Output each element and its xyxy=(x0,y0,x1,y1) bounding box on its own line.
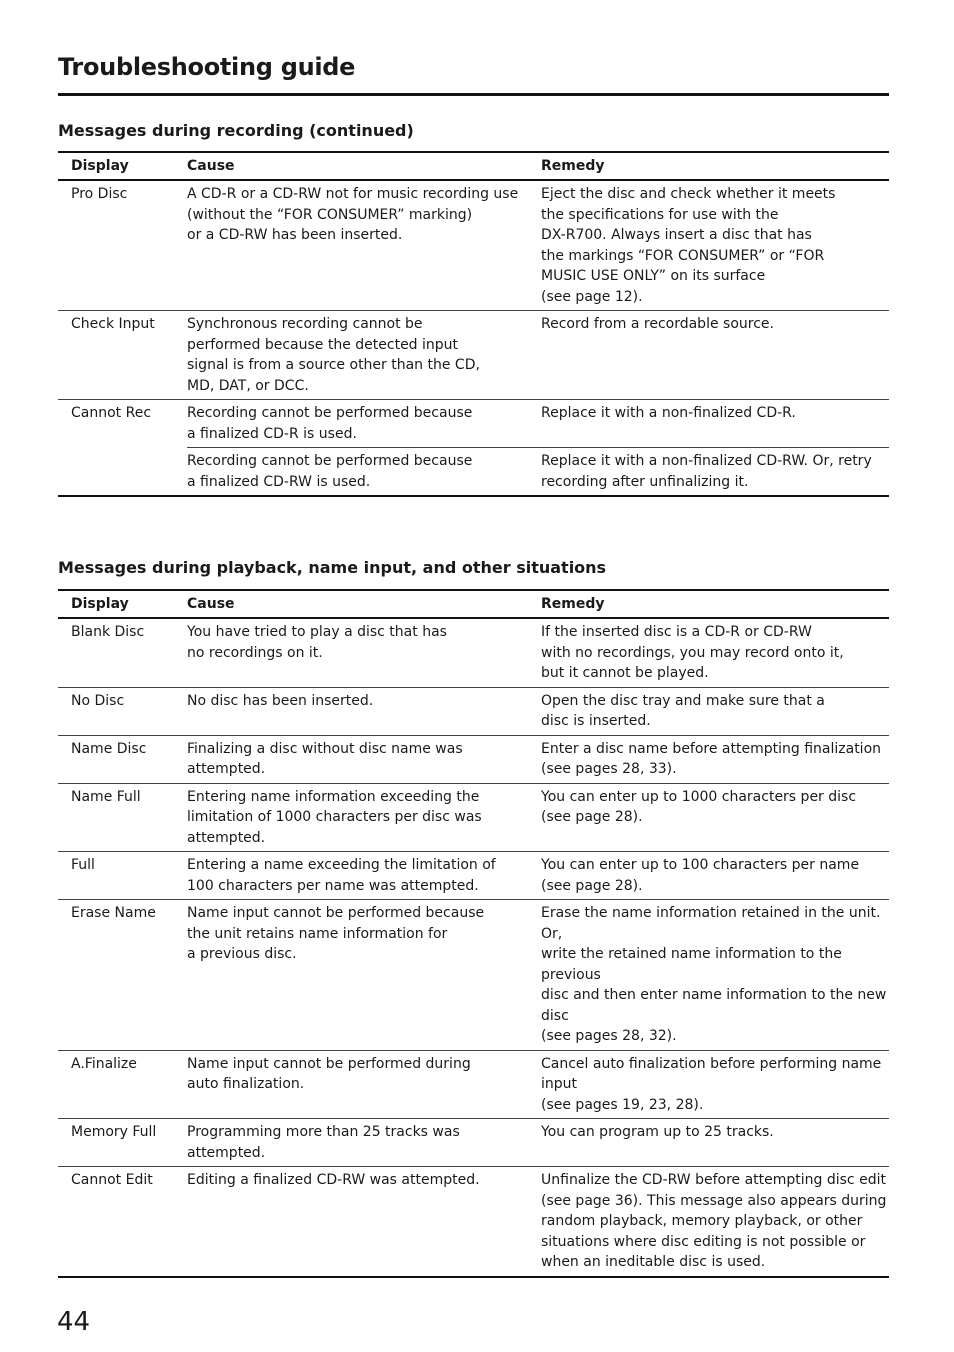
table-subrow xyxy=(187,400,889,447)
table-row xyxy=(58,1119,889,1167)
cause-cell: Recording cannot be performed because a finalized CD-RW is used. xyxy=(187,453,473,490)
table-subrow xyxy=(187,447,889,495)
display-cell: Cannot Rec xyxy=(71,405,152,421)
display-cell: Memory Full xyxy=(71,1124,157,1140)
cause-cell: A CD-R or a CD-RW not for music recording use (without the “FOR CONSUMER” marking) or a CD-RW has been inserted. xyxy=(187,186,519,243)
header-display: Display xyxy=(71,158,129,174)
header-display: Display xyxy=(71,596,129,612)
remedy-cell: Unfinalize the CD-RW before attempting disc edit (see page 36). This message also appears during random playback, memory playback, or other situations where disc editing is not possible or when an ineditable disc is used. xyxy=(541,1172,887,1270)
table-row xyxy=(58,1051,889,1120)
header-remedy: Remedy xyxy=(541,596,605,612)
cause-cell: Name input cannot be performed during auto finalization. xyxy=(187,1055,471,1092)
display-cell: A.Finalize xyxy=(71,1055,137,1072)
table-row xyxy=(58,688,889,736)
table-row-group xyxy=(58,400,889,495)
cause-cell: Recording cannot be performed because a finalized CD-R is used. xyxy=(187,405,473,442)
remedy-cell: Cancel auto finalization before performing name input (see pages 19, 23, 28). xyxy=(541,1055,882,1113)
recording-messages-table xyxy=(58,151,889,497)
remedy-cell: You can enter up to 100 characters per name (see page 28). xyxy=(541,857,860,894)
remedy-cell: You can program up to 25 tracks. xyxy=(541,1124,774,1140)
recording-section-heading: Messages during recording (continued) xyxy=(58,121,414,140)
remedy-cell: Replace it with a non-finalized CD-R. xyxy=(541,405,796,421)
playback-section-heading: Messages during playback, name input, and other situations xyxy=(58,558,607,577)
display-cell: Pro Disc xyxy=(71,186,128,202)
page-title: Troubleshooting guide xyxy=(58,53,356,81)
page-number: 44 xyxy=(57,1307,91,1337)
table-row xyxy=(58,311,889,400)
cause-cell: Name input cannot be performed because the unit retains name information for a previous disc. xyxy=(187,905,485,962)
remedy-cell: Record from a recordable source. xyxy=(541,316,774,332)
display-cell: Full xyxy=(71,857,95,873)
playback-messages-table xyxy=(58,589,889,1278)
remedy-cell: Open the disc tray and make sure that a disc is inserted. xyxy=(541,692,825,729)
remedy-cell: Erase the name information retained in the unit. Or, write the retained name information to the previous disc and then enter name information to the new disc (see pages 28, 32). xyxy=(541,905,887,1044)
cause-cell: Synchronous recording cannot be performed because the detected input signal is from a source other than the CD, MD, DAT, or DCC. xyxy=(187,316,480,394)
header-cause: Cause xyxy=(187,158,235,174)
display-cell: Name Full xyxy=(71,788,141,805)
header-remedy: Remedy xyxy=(541,158,605,174)
title-divider xyxy=(58,93,889,96)
table-row xyxy=(58,619,889,688)
display-cell: Blank Disc xyxy=(71,624,145,640)
table-row xyxy=(58,736,889,784)
cause-cell: Entering a name exceeding the limitation of 100 characters per name was attempted. xyxy=(187,857,496,894)
display-cell: Cannot Edit xyxy=(71,1172,153,1188)
cause-cell: You have tried to play a disc that has no recordings on it. xyxy=(187,624,447,661)
table-row xyxy=(58,784,889,853)
remedy-cell: You can enter up to 1000 characters per disc (see page 28). xyxy=(541,788,857,825)
remedy-cell: Enter a disc name before attempting finalization (see pages 28, 33). xyxy=(541,740,882,777)
table-header xyxy=(58,153,889,181)
display-cell: No Disc xyxy=(71,692,125,709)
table-header xyxy=(58,591,889,619)
cause-cell: Finalizing a disc without disc name was attempted. xyxy=(187,740,463,777)
table-row xyxy=(58,181,889,311)
cause-remedy-group xyxy=(187,400,889,495)
remedy-cell: Replace it with a non-finalized CD-RW. Or, retry recording after unfinalizing it. xyxy=(541,453,872,490)
remedy-cell: If the inserted disc is a CD-R or CD-RW with no recordings, you may record onto it, but it cannot be played. xyxy=(541,624,844,681)
header-cause: Cause xyxy=(187,596,235,612)
cause-cell: Entering name information exceeding the limitation of 1000 characters per disc was attempted. xyxy=(187,788,482,846)
display-cell: Name Disc xyxy=(71,740,147,757)
display-cell: Check Input xyxy=(71,316,155,332)
table-row xyxy=(58,1167,889,1276)
cause-cell: Programming more than 25 tracks was attempted. xyxy=(187,1124,460,1161)
cause-cell: Editing a finalized CD-RW was attempted. xyxy=(187,1172,480,1188)
cause-cell: No disc has been inserted. xyxy=(187,692,374,709)
display-cell: Erase Name xyxy=(71,905,156,921)
remedy-cell: Eject the disc and check whether it meets the specifications for use with the DX-R700. Always insert a disc that has the markings “FOR CONSUMER” or “FOR MUSIC USE ONLY” on its surface (see page 12). xyxy=(541,186,836,305)
table-row xyxy=(58,852,889,900)
table-row xyxy=(58,900,889,1051)
